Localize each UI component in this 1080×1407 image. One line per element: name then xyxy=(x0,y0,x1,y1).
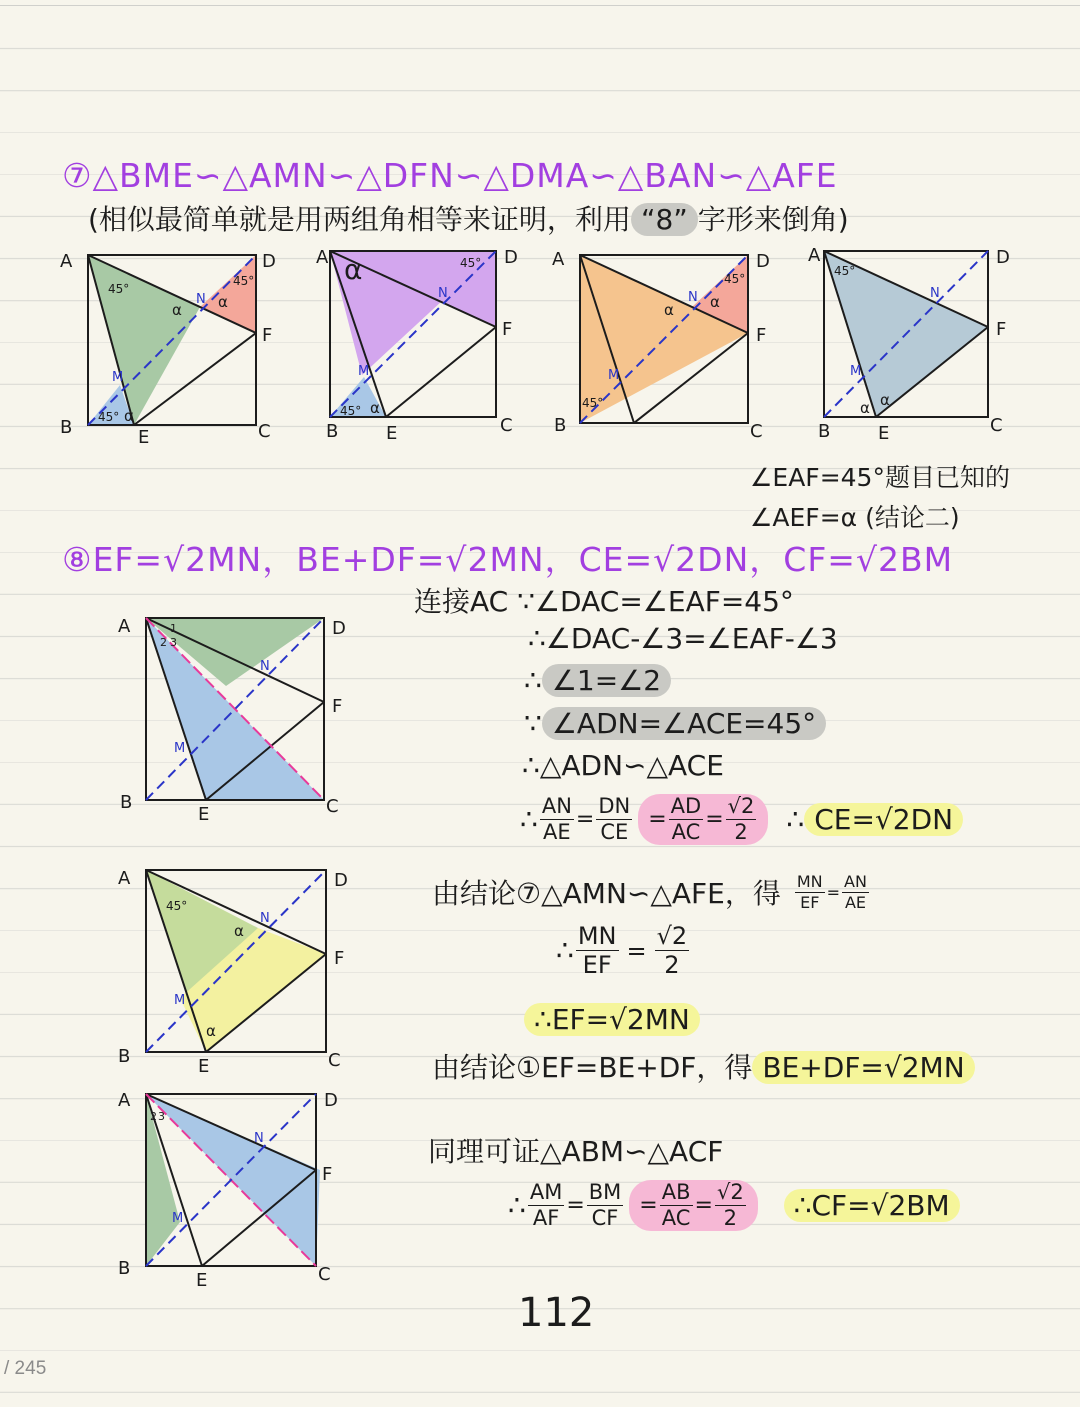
proof2-text: 由结论⑦△AMN∽△AFE，得 xyxy=(432,877,781,910)
d1-triangle-dfn xyxy=(200,255,256,333)
d1-label-45c: 45° xyxy=(98,410,120,424)
d1-label-n: N xyxy=(196,292,206,307)
d3-label-n: N xyxy=(688,290,698,305)
d3-label-c: C xyxy=(750,421,763,442)
d2-label-f: F xyxy=(502,319,513,340)
d6-label-m: M xyxy=(174,993,186,1008)
d4-label-45: 45° xyxy=(834,264,856,278)
conclusion-7-title: ⑦△BME∽△AMN∽△DFN∽△DMA∽△BAN∽△AFE xyxy=(62,156,838,195)
diagram-3 xyxy=(552,249,770,442)
proof1-line4 xyxy=(524,707,826,740)
proof2-result: ∴EF=√2MN xyxy=(524,1003,700,1036)
proof3-frac-root2: $\frac{√2}{2}$ xyxy=(716,1180,744,1230)
proof1-frac-root2: $\frac{√2}{2}$ xyxy=(727,794,755,844)
d4-label-d: D xyxy=(996,247,1010,268)
d6-label-f: F xyxy=(334,948,345,969)
proof2-line3-text: 由结论①EF=BE+DF，得 xyxy=(432,1051,753,1084)
proof1-because: ∵∠DAC=∠EAF=45° xyxy=(517,585,794,618)
known-line-1: ∠EAF=45°题目已知的 xyxy=(750,463,1010,492)
d1-label-d: D xyxy=(262,251,276,272)
d2-label-45b: 45° xyxy=(340,404,362,418)
proof1-line3-prefix: ∴ xyxy=(524,664,542,697)
d1-label-45b: 45° xyxy=(233,274,255,288)
d5-label-c: C xyxy=(326,796,339,817)
proof2-line1: 由结论⑦△AMN∽△AFE，得 $\frac{MN}{EF}$ = $\frac{AN}{AE}$ xyxy=(432,871,867,912)
d4-label-e: E xyxy=(878,423,890,444)
d3-label-d: D xyxy=(756,251,770,272)
d3-label-45b: 45° xyxy=(582,396,604,410)
d7-label-f: F xyxy=(322,1164,333,1185)
proof2-frac-mn-ef-2: $\frac{MN}{EF}$ xyxy=(577,922,617,979)
d6-label-d: D xyxy=(334,870,348,891)
proof1-angle-45: ∠ADN=∠ACE=45° xyxy=(542,707,826,740)
d3-label-a: A xyxy=(552,249,565,270)
proof1-pink-highlight: = $\frac{AD}{AC}$ = $\frac{√2}{2}$ xyxy=(638,794,768,845)
d2-label-n: N xyxy=(438,286,448,301)
proof1-line5: ∴△ADN∽△ACE xyxy=(522,749,724,782)
conclusion-7-note xyxy=(88,198,849,238)
proof1-connect: 连接AC xyxy=(414,585,509,618)
d1-label-f: F xyxy=(262,325,273,346)
d6-label-c: C xyxy=(328,1050,341,1071)
d5-label-f: F xyxy=(332,696,343,717)
d7-label-b: B xyxy=(118,1258,131,1279)
page-number: 112 xyxy=(518,1290,595,1336)
proof1-therefore: ∴ xyxy=(520,803,538,836)
diagram-1 xyxy=(60,251,276,448)
d2-label-c: C xyxy=(500,415,513,436)
d2-label-d: D xyxy=(504,247,518,268)
d4-label-alpha-a: α xyxy=(860,399,870,417)
d4-label-a: A xyxy=(808,245,821,266)
d1-label-c: C xyxy=(258,421,271,442)
d4-label-alpha-b: α xyxy=(880,391,890,409)
proof3-frac-am-af: $\frac{AM}{AF}$ xyxy=(529,1180,563,1230)
proof1-angle-equal: ∠1=∠2 xyxy=(542,664,671,697)
d1-label-alpha-b: α xyxy=(218,293,228,311)
top-diagrams xyxy=(0,235,1080,450)
proof3-frac-bm-cf: $\frac{BM}{CF}$ xyxy=(588,1180,622,1230)
proof2-frac-an-ae: $\frac{AN}{AE}$ xyxy=(844,871,867,912)
d3-label-45a: 45° xyxy=(724,272,746,286)
note-before: (相似最简单就是用两组角相等来证明，利用 xyxy=(88,203,631,236)
proof1-frac-dn-ce: $\frac{DN}{CE}$ xyxy=(598,794,631,844)
d2-label-45a: 45° xyxy=(460,256,482,270)
diagram-5 xyxy=(110,606,360,826)
d1-label-alpha-c: α xyxy=(124,407,134,425)
d2-label-e: E xyxy=(386,423,398,444)
d2-label-a: A xyxy=(316,247,329,268)
proof3-frac-ab-ac: $\frac{AB}{AC}$ xyxy=(661,1180,691,1230)
d1-label-m: M xyxy=(112,370,124,385)
d7-label-m: M xyxy=(172,1211,184,1226)
d5-label-3: 3 xyxy=(170,636,177,649)
d7-label-c: C xyxy=(318,1264,331,1285)
d5-label-n: N xyxy=(260,659,270,674)
proof1-result: CE=√2DN xyxy=(804,803,963,836)
d5-label-b: B xyxy=(120,792,133,813)
proof1-line2: ∴∠DAC-∠3=∠EAF-∠3 xyxy=(528,622,838,655)
d6-label-e: E xyxy=(198,1056,210,1077)
d7-label-d: D xyxy=(324,1090,338,1111)
proof1-line1 xyxy=(414,580,794,620)
d5-label-e: E xyxy=(198,804,210,825)
d1-label-a: A xyxy=(60,251,73,272)
d4-label-c: C xyxy=(990,415,1003,436)
d7-label-n: N xyxy=(254,1131,264,1146)
diagram-2 xyxy=(316,247,518,444)
d5-label-m: M xyxy=(174,741,186,756)
d3-label-m: M xyxy=(608,368,620,383)
d2-label-b: B xyxy=(326,421,339,442)
proof3-result: ∴CF=√2BM xyxy=(784,1189,960,1222)
d4-label-m: M xyxy=(850,364,862,379)
conclusion-8-title: ⑧EF=√2MN，BE+DF=√2MN，CE=√2DN，CF=√2BM xyxy=(62,540,954,579)
d7-label-a: A xyxy=(118,1090,131,1111)
proof2-line3 xyxy=(432,1046,975,1086)
d4-label-b: B xyxy=(818,421,831,442)
d6-label-n: N xyxy=(260,911,270,926)
proof2-line2: ∴ $\frac{MN}{EF}$ = $\frac{√2}{2}$ xyxy=(556,922,688,979)
known-line-2: ∠AEF=α (结论二) xyxy=(750,503,960,532)
proof3-line1: 同理可证△ABM∽△ACF xyxy=(428,1135,724,1168)
d6-label-a: A xyxy=(118,868,131,889)
note-after: 字形来倒角) xyxy=(697,203,849,236)
proof2-frac-mn-ef: $\frac{MN}{EF}$ xyxy=(796,871,823,912)
d1-label-45a: 45° xyxy=(108,282,130,296)
d4-label-f: F xyxy=(996,319,1007,340)
d5-label-2: 2 xyxy=(160,636,167,649)
proof2-result2: BE+DF=√2MN xyxy=(752,1051,974,1084)
diagram-4 xyxy=(808,245,1010,444)
d5-label-a: A xyxy=(118,616,131,637)
proof1-frac-an-ae: $\frac{AN}{AE}$ xyxy=(541,794,572,844)
d5-label-1: 1 xyxy=(170,622,177,635)
d2-label-alpha-a: α xyxy=(344,253,363,286)
d5-label-d: D xyxy=(332,618,346,639)
proof3-pink-highlight: = $\frac{AB}{AC}$ = $\frac{√2}{2}$ xyxy=(629,1180,757,1231)
page-top-rule xyxy=(0,5,1080,6)
d6-label-alpha-a: α xyxy=(234,922,244,940)
d3-label-f: F xyxy=(756,325,767,346)
diagram-7 xyxy=(110,1082,360,1292)
d1-label-alpha-a: α xyxy=(172,301,182,319)
d4-label-n: N xyxy=(930,286,940,301)
d3-label-b: B xyxy=(554,415,567,436)
note-highlight: “8” xyxy=(631,203,698,236)
proof1-line4-prefix: ∵ xyxy=(524,707,542,740)
d1-label-e: E xyxy=(138,427,150,448)
proof1-line3 xyxy=(524,664,671,697)
d6-label-b: B xyxy=(118,1046,131,1067)
d6-label-alpha-b: α xyxy=(206,1022,216,1040)
d6-label-45: 45° xyxy=(166,899,188,913)
page-counter: / 245 xyxy=(4,1358,47,1379)
proof1-ratio-row: ∴ $\frac{AN}{AE}$ = $\frac{DN}{CE}$ = $\frac{AD}{AC}$ = $\frac{√2}{2}$ ∴ CE=√2DN xyxy=(520,794,963,845)
proof1-frac-ad-ac: $\frac{AD}{AC}$ xyxy=(670,794,702,844)
proof3-ratio-row: ∴ $\frac{AM}{AF}$ = $\frac{BM}{CF}$ = $\frac{AB}{AC}$ = $\frac{√2}{2}$ ∴CF=√2BM xyxy=(508,1180,960,1231)
d2-label-alpha-b: α xyxy=(370,399,380,417)
d2-label-m: M xyxy=(358,364,370,379)
d1-label-b: B xyxy=(60,417,73,438)
proof2-frac-root2: $\frac{√2}{2}$ xyxy=(656,922,688,979)
d3-label-alpha-a: α xyxy=(664,301,674,319)
d7-label-3: 3 xyxy=(158,1110,165,1123)
d3-label-alpha-b: α xyxy=(710,293,720,311)
d7-label-2: 2 xyxy=(150,1110,157,1123)
d7-label-e: E xyxy=(196,1270,208,1291)
diagram-6 xyxy=(110,858,360,1078)
